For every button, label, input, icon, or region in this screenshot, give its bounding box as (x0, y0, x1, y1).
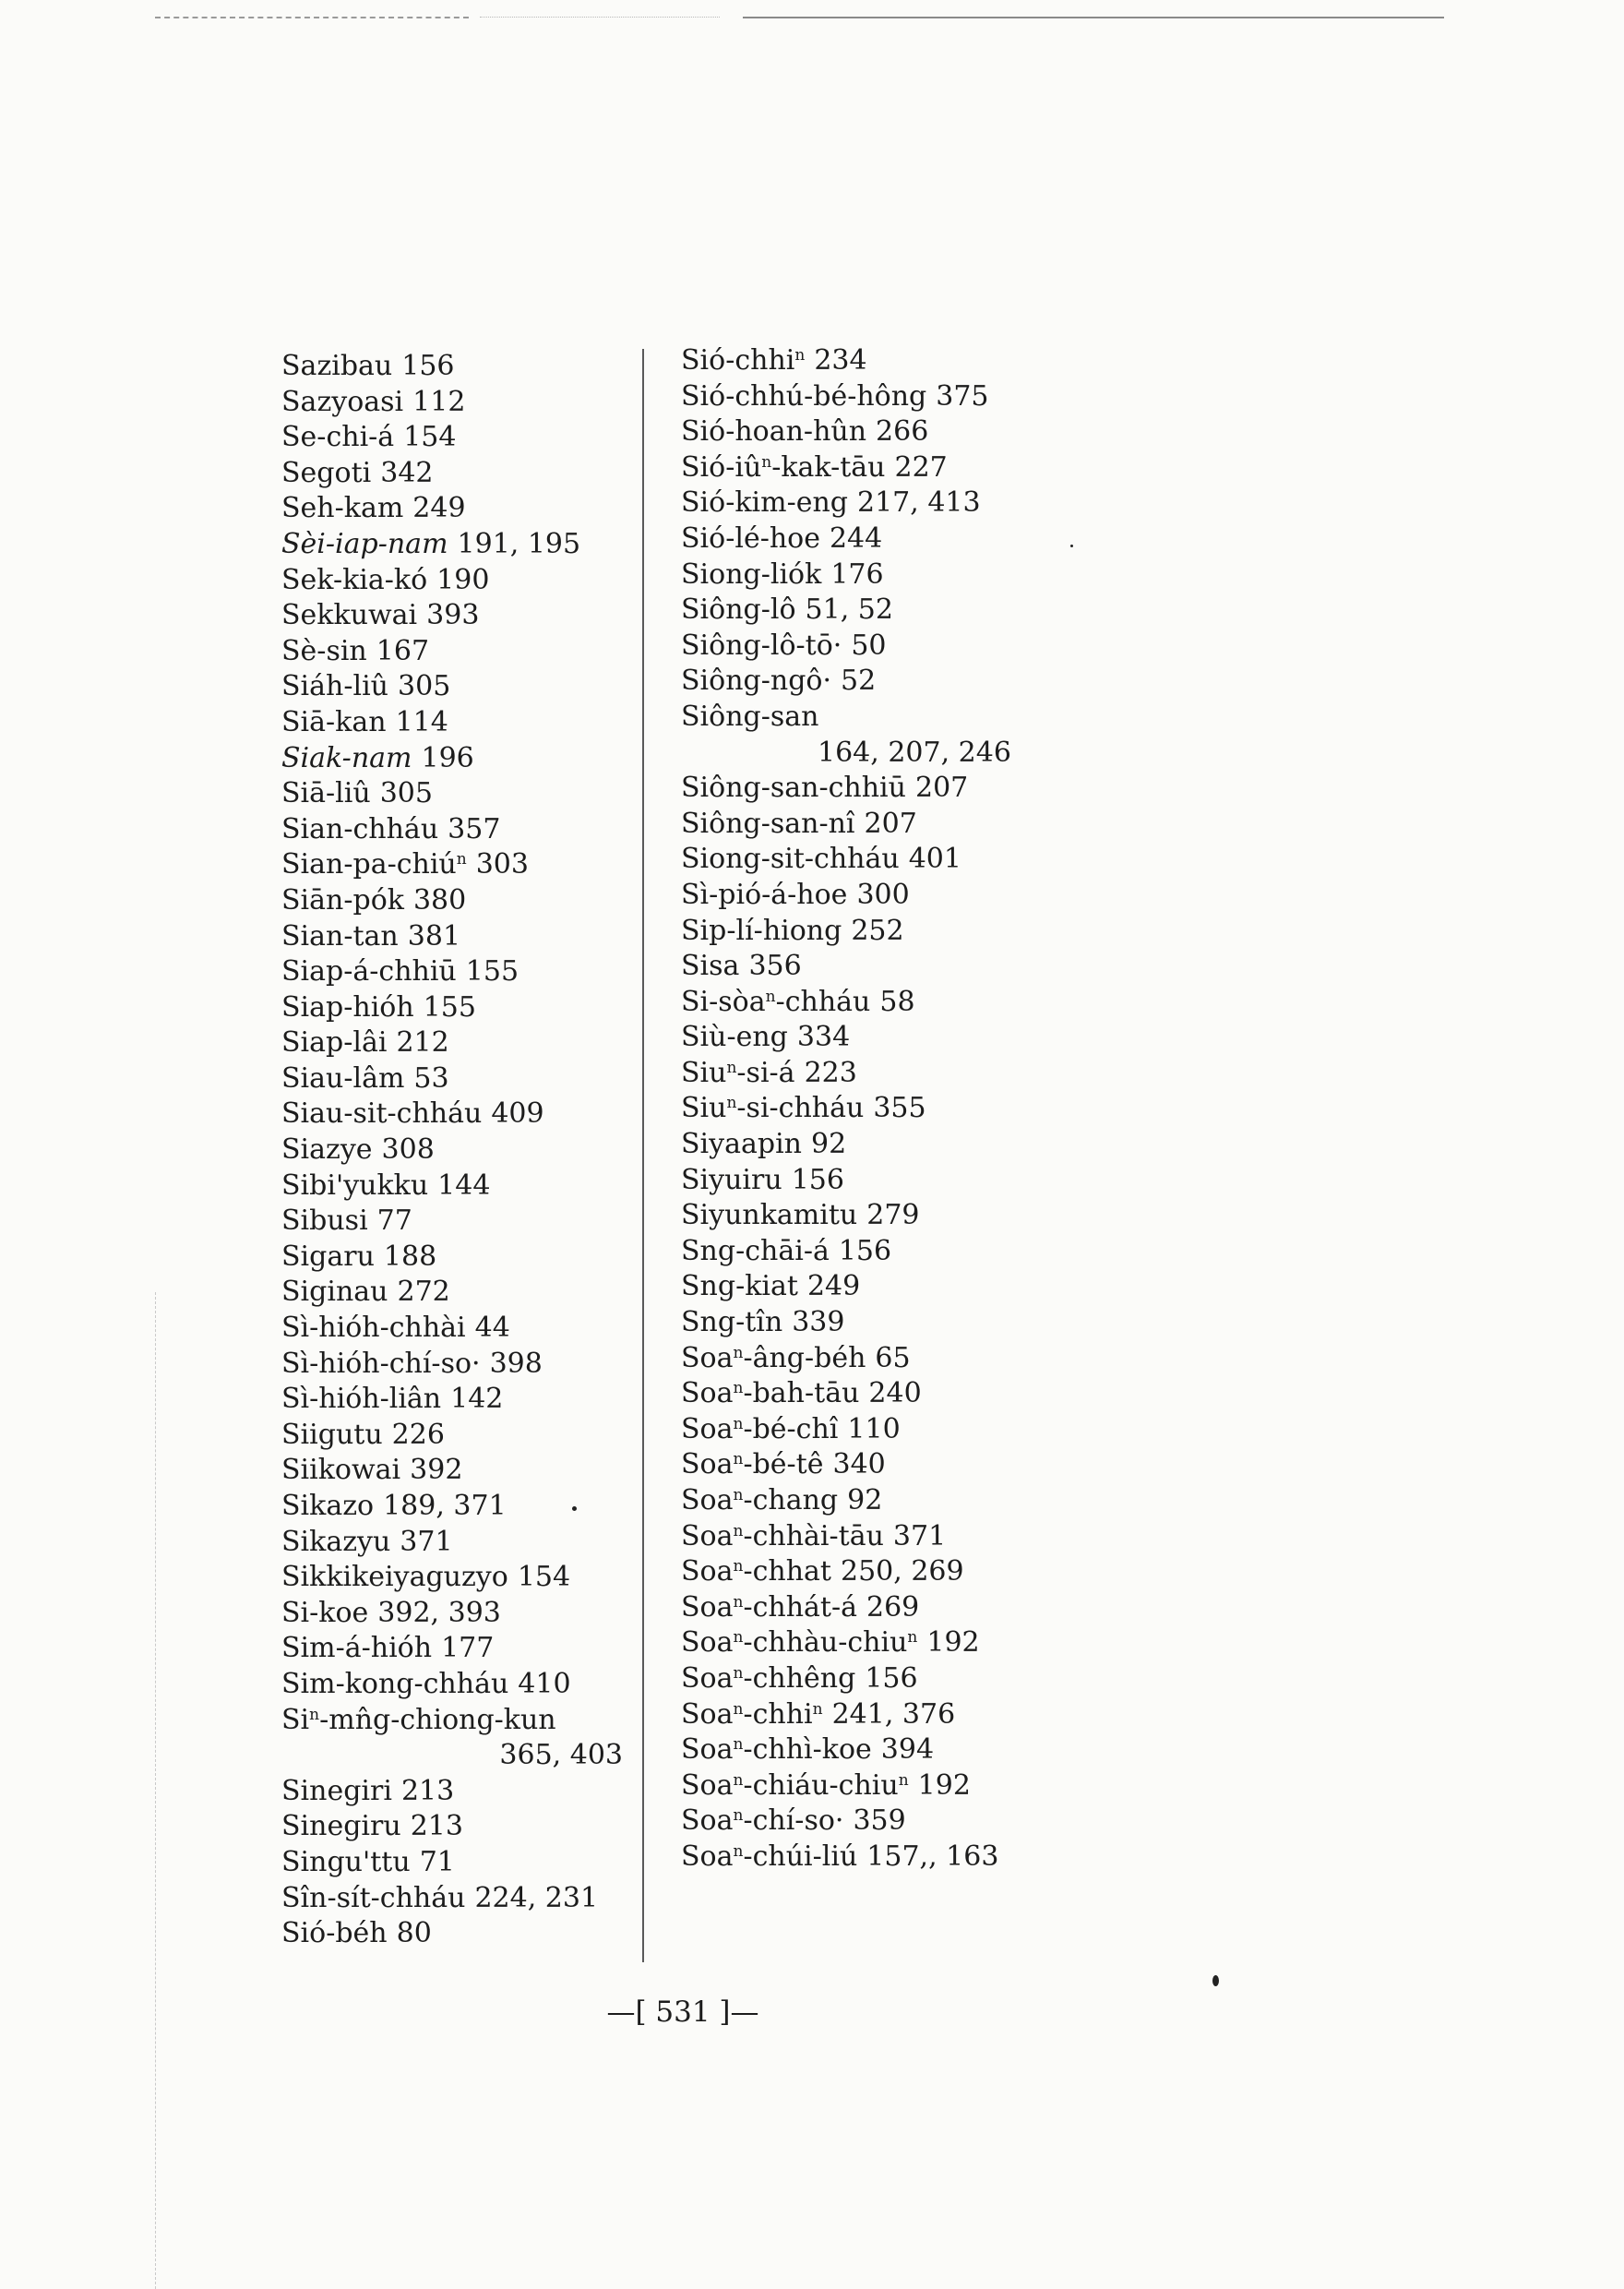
entry-pages: 303 (475, 848, 529, 881)
entry-term: Soa$^n$-chhat (681, 1555, 831, 1588)
entry-term: Singu'ttu (281, 1845, 411, 1878)
index-entry (281, 812, 632, 848)
index-entry (681, 521, 1069, 557)
index-entry (681, 1091, 1069, 1127)
index-entry (281, 919, 632, 955)
entry-pages: 334 (796, 1021, 851, 1054)
index-entry (281, 776, 632, 812)
nasal-marker: n (907, 1628, 918, 1648)
nasal-marker: n (733, 1806, 744, 1826)
index-entry (281, 741, 632, 777)
entry-pages: 393 (426, 599, 480, 632)
entry-term: Sazibau (281, 350, 393, 382)
entry-term: Sibi'yukku (281, 1168, 429, 1202)
entry-term: Sinegiri (281, 1774, 392, 1807)
index-entry (681, 1056, 1069, 1092)
index-entry (681, 1519, 1069, 1555)
entry-term: Sim-á-hióh (281, 1632, 433, 1665)
entry-pages: 196 (421, 741, 474, 774)
entry-pages: 144 (437, 1168, 491, 1202)
entry-pages: 192 (926, 1626, 980, 1660)
entry-pages: 155 (423, 990, 476, 1024)
index-entry (281, 847, 632, 883)
entry-pages: 240 (868, 1377, 922, 1410)
column-divider (642, 349, 644, 1962)
entry-pages: 112 (412, 385, 466, 418)
entry-pages: 375 (936, 379, 989, 413)
entry-pages: 207 (914, 772, 969, 805)
entry-term: Siyaapin (681, 1128, 802, 1161)
entry-pages: 176 (830, 557, 884, 591)
index-entry (281, 1311, 632, 1347)
entry-term: Soa$^n$-chhàu-chiu$^n$ (681, 1626, 918, 1660)
nasal-marker: n (733, 1628, 744, 1648)
index-entry (281, 1703, 632, 1739)
index-entry (281, 1418, 632, 1454)
entry-pages: 65 (875, 1341, 911, 1374)
entry-term: Sim-kong-chháu (281, 1667, 509, 1700)
nasal-marker: n (733, 1770, 744, 1790)
index-entry (681, 1554, 1069, 1590)
index-entry (281, 1061, 632, 1097)
entry-term: Soa$^n$-chang (681, 1484, 839, 1516)
entry-pages: 154 (403, 421, 457, 454)
entry-term: Siong-sit-chháu (681, 843, 900, 876)
entry-term: Soa$^n$-chhài-tāu (681, 1519, 884, 1552)
entry-pages: 192 (917, 1768, 971, 1802)
entry-term: Siyunkamitu (681, 1199, 858, 1232)
entry-term: Sekkuwai (281, 599, 418, 632)
entry-pages: 305 (379, 777, 433, 810)
index-column-left (281, 349, 632, 1952)
nasal-marker: n (733, 1343, 744, 1362)
entry-pages: 340 (832, 1448, 886, 1481)
index-entry (681, 664, 1069, 700)
index-entry (681, 914, 1069, 950)
index-entry (281, 1525, 632, 1561)
entry-pages: 44 (474, 1312, 510, 1345)
index-entry (681, 1590, 1069, 1626)
entry-pages: 250, 269 (840, 1555, 964, 1588)
entry-pages: 227 (894, 450, 948, 484)
entry-term: Sibusi (281, 1204, 368, 1238)
entry-term: Siazye (281, 1133, 373, 1167)
entry-pages: 58 (879, 985, 915, 1018)
entry-term: Sió-béh (281, 1917, 388, 1950)
entry-pages: 51, 52 (805, 593, 893, 627)
index-entry (681, 985, 1069, 1021)
entry-term: Siáh-liû (281, 670, 389, 703)
entry-term: Siu$^n$-si-chháu (681, 1092, 865, 1125)
entry-term: Siān-pók (281, 883, 404, 917)
index-entry (681, 1697, 1069, 1733)
index-entry (281, 1774, 632, 1810)
index-entry-continuation (681, 736, 1069, 772)
index-entry (681, 1163, 1069, 1199)
index-entry (281, 456, 632, 492)
entry-pages: 142 (450, 1383, 504, 1416)
entry-pages: 164, 207, 246 (818, 736, 1011, 769)
entry-pages: 410 (518, 1667, 571, 1700)
entry-term: Soa$^n$-bé-chî (681, 1412, 839, 1445)
entry-term: Soa$^n$-chhi$^n$ (681, 1697, 823, 1731)
index-entry (281, 1275, 632, 1311)
entry-pages: 213 (410, 1810, 463, 1843)
index-entry (281, 669, 632, 705)
index-entry (681, 1020, 1069, 1056)
entry-term: Soa$^n$-bé-tê (681, 1448, 824, 1481)
index-entry (681, 1840, 1069, 1876)
entry-term: Siông-lô-tō· (681, 629, 842, 662)
entry-pages: 380 (412, 883, 467, 917)
entry-pages: 249 (412, 492, 466, 525)
entry-pages: 189, 371 (383, 1490, 507, 1522)
index-entry (281, 598, 632, 634)
entry-pages: 359 (853, 1804, 906, 1838)
index-entry (681, 593, 1069, 629)
entry-term: Sió-$iû^n-kak$-tāu (681, 450, 886, 484)
nasal-marker: n (733, 1379, 744, 1398)
entry-term: Siā-kan (281, 705, 387, 738)
entry-term: Sió-lé-hoe (681, 521, 820, 555)
nasal-marker: n (733, 1414, 744, 1433)
index-entry (681, 807, 1069, 843)
scan-speck (1212, 1975, 1219, 1986)
entry-pages: 398 (489, 1347, 543, 1380)
nasal-marker: n (733, 1450, 744, 1469)
nasal-marker: n (733, 1486, 744, 1504)
index-entry (281, 491, 632, 527)
entry-pages: 244 (829, 521, 883, 555)
nasal-marker: n (309, 1705, 320, 1724)
nasal-marker: n (733, 1557, 744, 1576)
index-entry (681, 1412, 1069, 1448)
entry-pages: 371 (400, 1525, 453, 1558)
entry-pages: 167 (376, 634, 430, 667)
entry-term: Sek-kia-kó (281, 563, 428, 596)
entry-term: Siap-hióh (281, 990, 414, 1024)
entry-term: Soa$^n$-chiáu-chiu$^n$ (681, 1768, 909, 1802)
entry-term: Soa$^n$-chúi-liú (681, 1840, 858, 1873)
entry-pages: 401 (908, 843, 961, 876)
index-entry (281, 1881, 632, 1917)
index-entry (681, 557, 1069, 593)
entry-pages: 269 (866, 1590, 920, 1624)
entry-term: Sigaru (281, 1240, 375, 1273)
index-entry (281, 1168, 632, 1204)
entry-term: Sinegiru (281, 1810, 401, 1843)
page-number: —[ 531 ]— (606, 1995, 759, 2029)
index-entry-continuation (281, 1738, 632, 1774)
entry-term: Sng-kiat (681, 1270, 798, 1303)
entry-term: Siông-san-chhiū (681, 772, 906, 805)
index-entry (681, 414, 1069, 450)
entry-pages: 71 (419, 1845, 455, 1878)
entry-pages: 371 (892, 1519, 947, 1552)
entry-pages: 381 (407, 919, 461, 953)
entry-term: Soa$^n$-âng-béh (681, 1341, 866, 1374)
index-entry (681, 1732, 1069, 1768)
scan-speck (1070, 545, 1073, 547)
entry-term: Sian-chháu (281, 812, 439, 845)
entry-pages: 234 (814, 344, 867, 377)
index-entry (681, 1661, 1069, 1697)
nasal-marker: n (733, 1592, 744, 1612)
entry-pages: 409 (491, 1097, 544, 1131)
entry-pages: 156 (401, 350, 455, 382)
scan-binding-edge (155, 1292, 156, 2289)
entry-pages: 249 (806, 1270, 861, 1303)
index-entry (281, 1133, 632, 1168)
index-entry (681, 1198, 1069, 1234)
entry-pages: 226 (391, 1418, 445, 1451)
entry-pages: 110 (847, 1412, 901, 1445)
scan-top-rule (155, 17, 469, 18)
entry-pages: 223 (804, 1056, 857, 1089)
entry-term: Sian-tan (281, 919, 399, 953)
entry-term: Siông-san (681, 700, 819, 733)
scan-top-rule (480, 17, 720, 18)
index-entry (681, 1269, 1069, 1305)
entry-term: Sì-hióh-liân (281, 1383, 442, 1416)
entry-pages: 305 (398, 670, 451, 703)
index-entry (281, 527, 632, 563)
entry-pages: 394 (880, 1733, 935, 1767)
nasal-marker: n (761, 452, 772, 472)
index-entry (281, 634, 632, 670)
entry-pages: 308 (381, 1133, 435, 1167)
nasal-marker: n (812, 1699, 823, 1719)
entry-pages: 342 (380, 456, 434, 489)
entry-term: Sikkikeiyaguzyo (281, 1561, 508, 1594)
nasal-marker: n (733, 1841, 744, 1861)
entry-pages: 92 (811, 1128, 847, 1161)
index-entry (281, 883, 632, 919)
index-entry (681, 700, 1069, 736)
index-entry (281, 349, 632, 385)
entry-term: Soa$^n$-chhát-á (681, 1590, 857, 1624)
entry-term: Sì-hióh-chhài (281, 1312, 466, 1345)
index-entry (681, 842, 1069, 878)
entry-term: Sian-pa-chiú$^n$ (281, 848, 467, 881)
index-entry (281, 1596, 632, 1632)
entry-pages: 355 (873, 1092, 926, 1125)
index-entry (281, 990, 632, 1026)
index-entry (281, 385, 632, 421)
index-entry (681, 1305, 1069, 1341)
nasal-marker: n (456, 850, 467, 869)
nasal-marker: n (765, 987, 776, 1006)
index-column-right (681, 343, 1069, 1876)
entry-term: Siau-sit-chháu (281, 1097, 483, 1131)
index-entry (281, 1240, 632, 1276)
entry-pages: 279 (866, 1199, 920, 1232)
nasal-marker: n (726, 1094, 737, 1113)
nasal-marker: n (794, 346, 806, 365)
index-entry (681, 1234, 1069, 1270)
entry-term: Sì-pió-á-hoe (681, 878, 848, 911)
index-entry (681, 379, 1069, 415)
entry-term: Siak-nam (281, 741, 412, 774)
entry-term: Siông-lô (681, 593, 796, 627)
entry-term: Soa$^n$-chhì-koe (681, 1733, 872, 1767)
index-entry (681, 1804, 1069, 1840)
index-entry (281, 954, 632, 990)
entry-pages: 157,, 163 (866, 1840, 999, 1873)
entry-term: Sèi-iap-nam (281, 527, 448, 560)
entry-pages: 207 (864, 807, 917, 840)
entry-term: Siā-liû (281, 777, 371, 810)
index-entry (281, 1453, 632, 1489)
entry-pages: 188 (383, 1240, 437, 1273)
index-entry (681, 878, 1069, 914)
entry-term: Siong-liók (681, 557, 822, 591)
index-entry (681, 485, 1069, 521)
entry-pages: 156 (838, 1234, 892, 1267)
scan-top-rule (743, 17, 1444, 18)
entry-term: Siu$^n$-si-á (681, 1056, 795, 1089)
entry-pages: 300 (856, 878, 910, 911)
entry-term: Siikowai (281, 1454, 401, 1487)
entry-pages: 114 (395, 705, 448, 738)
entry-term: Se-chi-á (281, 421, 395, 454)
index-entry (281, 705, 632, 741)
index-entry (281, 1204, 632, 1240)
entry-term: Sió-kim-eng (681, 486, 848, 520)
entry-pages: 52 (841, 665, 877, 698)
index-entry (281, 1845, 632, 1881)
entry-term: Soa$^n$-chí-so· (681, 1804, 844, 1838)
entry-pages: 77 (376, 1204, 412, 1238)
entry-pages: 266 (876, 415, 929, 449)
index-entry (681, 1483, 1069, 1519)
index-entry (681, 1376, 1069, 1412)
entry-pages: 392, 393 (377, 1596, 501, 1629)
entry-term: Siù-eng (681, 1021, 788, 1054)
nasal-marker: n (726, 1058, 737, 1077)
entry-pages: 357 (448, 812, 501, 845)
nasal-marker: n (733, 1521, 744, 1540)
index-entry (681, 1447, 1069, 1483)
nasal-marker: n (898, 1770, 909, 1790)
entry-pages: 156 (791, 1163, 844, 1196)
index-entry (281, 1560, 632, 1596)
entry-pages: 339 (792, 1306, 845, 1339)
index-entry (681, 629, 1069, 665)
index-entry (281, 1347, 632, 1383)
nasal-marker: n (733, 1663, 744, 1683)
entry-term: Sikazo (281, 1490, 375, 1522)
index-entry (281, 1097, 632, 1133)
entry-pages: 156 (865, 1661, 918, 1695)
index-entry (681, 771, 1069, 807)
entry-term: Si$^n$-mn̂g-chiong-kun (281, 1703, 556, 1736)
entry-pages: 217, 413 (856, 486, 981, 520)
entry-term: Sì-hióh-chí-so· (281, 1347, 481, 1380)
entry-pages: 365, 403 (499, 1739, 623, 1772)
entry-term: Segoti (281, 456, 372, 489)
entry-pages: 272 (397, 1276, 450, 1309)
nasal-marker: n (733, 1735, 744, 1755)
nasal-marker: n (733, 1699, 744, 1719)
entry-pages: 224, 231 (474, 1881, 599, 1914)
entry-pages: 50 (851, 629, 887, 662)
index-entry (281, 1667, 632, 1703)
entry-term: Sió-chhú-bé-hông (681, 379, 927, 413)
index-entry (281, 563, 632, 599)
entry-pages: 53 (413, 1061, 449, 1095)
entry-pages: 154 (517, 1561, 571, 1594)
index-entry (681, 343, 1069, 379)
entry-pages: 191, 195 (457, 527, 581, 560)
entry-term: Siông-ngô· (681, 665, 831, 698)
entry-term: Siap-lâi (281, 1026, 388, 1060)
entry-term: Si-sòa$^n$-chháu (681, 985, 871, 1018)
entry-term: Sè-sin (281, 634, 367, 667)
entry-term: Siau-lâm (281, 1061, 405, 1095)
index-entry (681, 1341, 1069, 1377)
index-entry (281, 1631, 632, 1667)
entry-pages: 241, 376 (831, 1697, 956, 1731)
entry-term: Siginau (281, 1276, 388, 1309)
entry-term: Siigutu (281, 1418, 383, 1451)
entry-term: Soa$^n$-chhêng (681, 1661, 856, 1695)
entry-term: Seh-kam (281, 492, 404, 525)
entry-term: Siyuiru (681, 1163, 782, 1196)
entry-pages: 177 (441, 1632, 495, 1665)
entry-term: Sng-chāi-á (681, 1234, 830, 1267)
entry-pages: 356 (748, 950, 802, 983)
index-entry (681, 1625, 1069, 1661)
entry-pages: 212 (396, 1026, 449, 1060)
entry-term: Sng-tîn (681, 1306, 783, 1339)
index-entry (281, 420, 632, 456)
index-entry (681, 450, 1069, 486)
index-entry (281, 1382, 632, 1418)
entry-term: Sisa (681, 950, 740, 983)
entry-term: Sió-chhi$^n$ (681, 344, 806, 377)
entry-term: Sió-hoan-hûn (681, 415, 867, 449)
index-entry (281, 1916, 632, 1952)
index-entry (681, 1768, 1069, 1804)
entry-term: Siông-san-nî (681, 807, 855, 840)
entry-pages: 252 (851, 914, 904, 947)
entry-term: Sip-lí-hiong (681, 914, 842, 947)
index-entry (281, 1489, 632, 1525)
entry-pages: 213 (400, 1774, 455, 1807)
entry-term: Sîn-sít-chháu (281, 1881, 466, 1914)
index-entry (681, 1127, 1069, 1163)
entry-pages: 190 (436, 563, 490, 596)
entry-pages: 392 (410, 1454, 463, 1487)
entry-term: Soa$^n$-bah-tāu (681, 1377, 860, 1410)
entry-term: Si-koe (281, 1596, 369, 1629)
entry-term: Sazyoasi (281, 385, 404, 418)
entry-pages: 80 (396, 1917, 432, 1950)
index-entry (281, 1025, 632, 1061)
entry-pages: 155 (465, 955, 519, 989)
entry-term: Sikazyu (281, 1525, 391, 1558)
index-entry (681, 949, 1069, 985)
index-entry (281, 1809, 632, 1845)
entry-term: Siap-á-chhiū (281, 955, 457, 989)
entry-pages: 92 (847, 1484, 883, 1516)
